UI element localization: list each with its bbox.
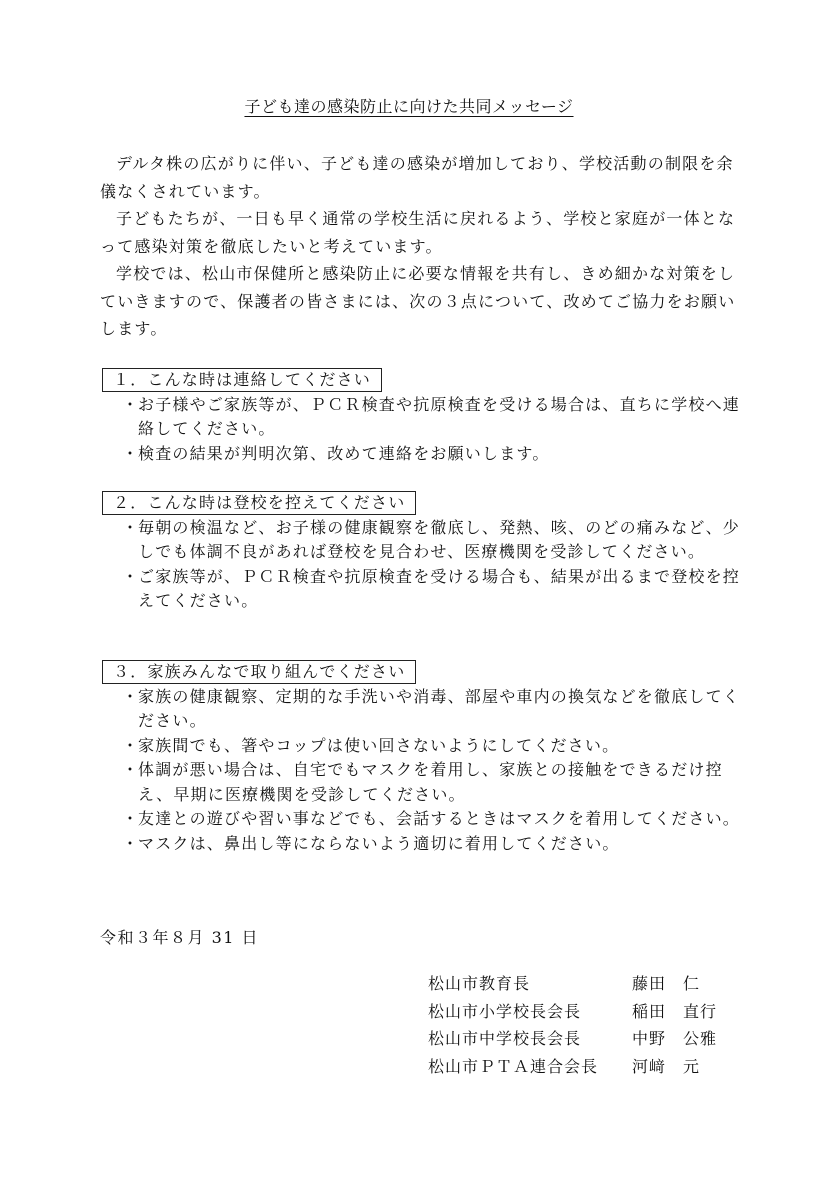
bullet-icon: ・	[122, 735, 140, 755]
bullet-icon: ・	[122, 394, 140, 414]
title-text: 子ども達の感染防止に向けた共同メッセージ	[244, 97, 574, 116]
item-list	[100, 685, 760, 857]
intro-block	[100, 150, 750, 343]
intro-paragraph: デルタ株の広がりに伴い、子ども達の感染が増加しており、学校活動の制限を余儀なくされています。	[100, 154, 734, 201]
bullet-icon: ・	[122, 443, 140, 463]
bullet-icon: ・	[122, 809, 140, 828]
item-list	[100, 516, 760, 614]
intro-paragraph: 学校では、松山市保健所と感染防止に必要な情報を共有し、きめ細かな対策をしていきますので、保護者の皆さまには、次の３点について、改めてご協力をお願いします。	[100, 264, 736, 338]
list-item-text: 家族の健康観察、定期的な手洗いや消毒、部屋や車内の換気などを徹底してください。	[138, 686, 741, 730]
list-item	[100, 442, 760, 467]
bullet-icon: ・	[122, 760, 140, 779]
list-item-text: ご家族等が、ＰＣＲ検査や抗原検査を受ける場合も、結果が出るまで登校を控えてください。	[138, 566, 741, 610]
section-refrain	[100, 491, 760, 614]
bullet-icon: ・	[122, 686, 140, 706]
list-item	[100, 516, 760, 565]
section-heading: ２．こんな時は登校を控えてください	[102, 491, 416, 515]
item-list	[100, 393, 760, 467]
signer-row	[428, 1053, 742, 1081]
signer-name: 藤田 仁	[632, 974, 701, 993]
section-family	[100, 660, 760, 856]
signer-name: 河﨑 元	[632, 1056, 701, 1076]
list-item-text: 家族間でも、箸やコップは使い回さないようにしてください。	[138, 735, 620, 755]
list-item	[100, 685, 760, 734]
list-item-text: お子様やご家族等が、ＰＣＲ検査や抗原検査を受ける場合は、直ちに学校へ連絡してください。	[138, 394, 741, 438]
section-heading: ３．家族みんなで取り組んでください	[102, 660, 416, 684]
page-title	[0, 94, 818, 117]
signer-role: 松山市小学校長会長	[428, 1001, 582, 1021]
list-item	[100, 565, 760, 614]
signer-role: 松山市教育長	[428, 974, 531, 993]
signer-role: 松山市ＰＴＡ連合会長	[428, 1056, 599, 1076]
issue-date: 令和３年８月 31 日	[100, 928, 260, 947]
list-item	[100, 807, 760, 832]
list-item	[100, 734, 760, 759]
signer-name: 稲田 直行	[632, 1001, 718, 1021]
signer-role: 松山市中学校長会長	[428, 1029, 582, 1048]
signer-list	[428, 970, 742, 1080]
list-item	[100, 758, 760, 807]
bullet-icon: ・	[122, 517, 140, 537]
bullet-icon: ・	[122, 833, 140, 853]
list-item-text: 体調が悪い場合は、自宅でもマスクを着用し、家族との接触をできるだけ控え、早期に医療機関を受診してください。	[138, 760, 723, 804]
section-contact	[100, 368, 760, 466]
signer-row	[428, 998, 742, 1026]
list-item	[100, 832, 760, 857]
intro-paragraph: 子どもたちが、一日も早く通常の学校生活に戻れるよう、学校と家庭が一体となって感染対策を徹底したいと考えています。	[100, 209, 736, 256]
signer-name: 中野 公雅	[632, 1029, 718, 1048]
section-heading: １．こんな時は連絡してください	[102, 368, 382, 392]
list-item-text: 毎朝の検温など、お子様の健康観察を徹底し、発熱、咳、のどの痛みなど、少しでも体調不良があれば登校を見合わせ、医療機関を受診してください。	[138, 517, 741, 561]
signer-row	[428, 970, 742, 998]
list-item-text: 検査の結果が判明次第、改めて連絡をお願いします。	[138, 443, 550, 463]
list-item-text: マスクは、鼻出し等にならないよう適切に着用してください。	[138, 833, 620, 853]
list-item	[100, 393, 760, 442]
list-item-text: 友達との遊びや習い事などでも、会話するときはマスクを着用してください。	[138, 809, 741, 828]
bullet-icon: ・	[122, 566, 140, 586]
signer-row	[428, 1025, 742, 1053]
